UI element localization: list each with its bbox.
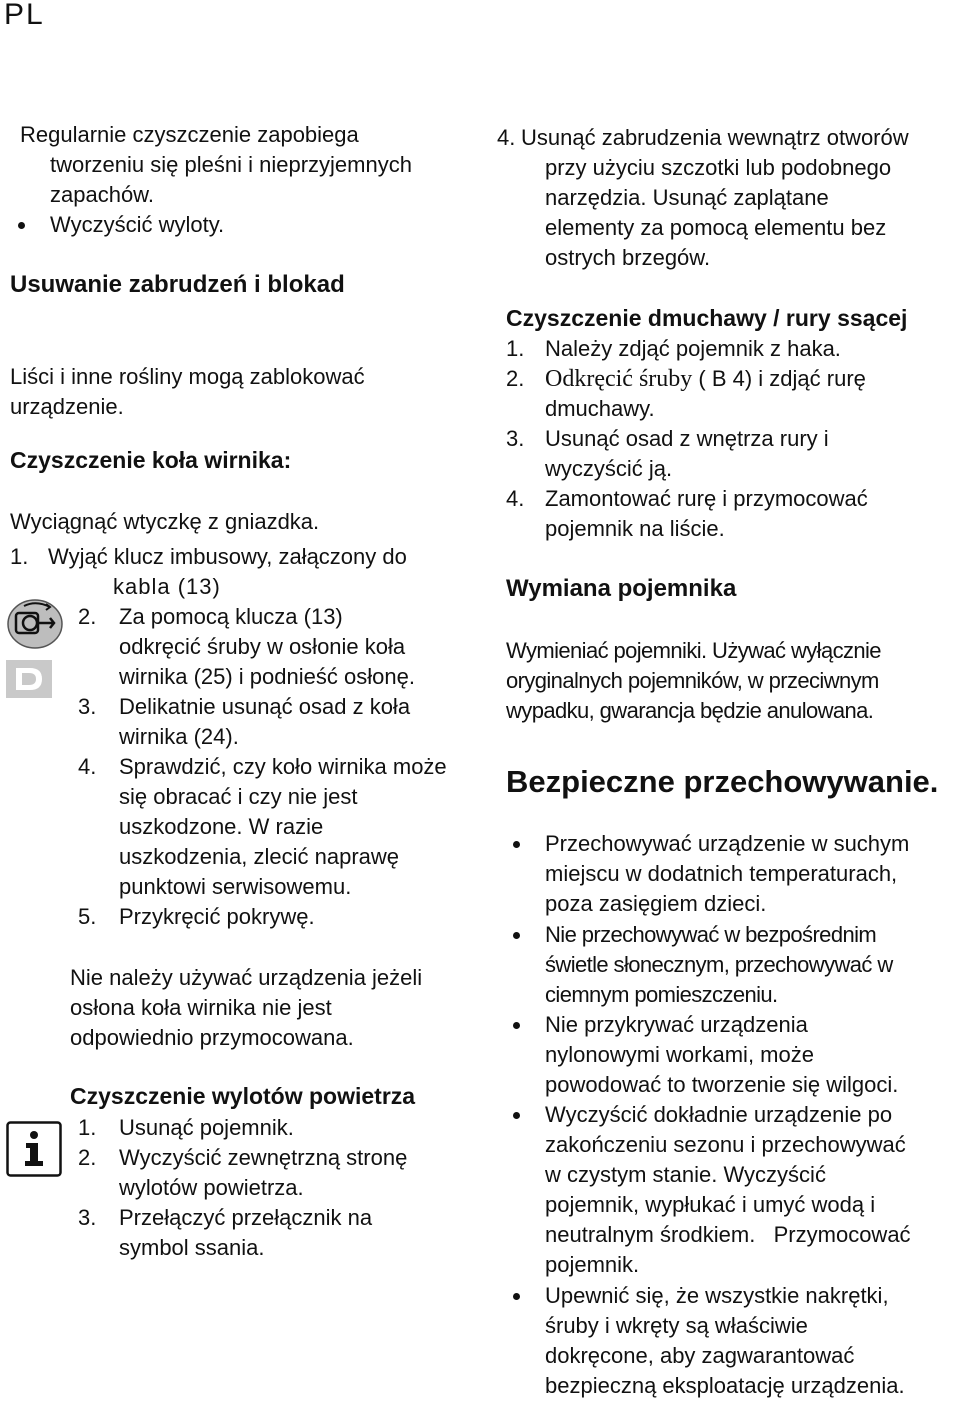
leaves-line-1: Liści i inne rośliny mogą zablokować — [10, 364, 365, 389]
storage-bullet-4-line-3: w czystym stanie. Wyczyścić — [545, 1162, 826, 1187]
outlet-step-4-number: 4. — [497, 125, 516, 150]
air-step-3-line-1: Przełączyć przełącznik na — [119, 1205, 373, 1230]
storage-bullet-3-line-3: powodować to tworzenie się wilgoci. — [545, 1072, 899, 1097]
storage-bullet-5-line-1: Upewnić się, że wszystkie nakrętki, — [545, 1281, 889, 1311]
intro-line-1: Regularnie czyszczenie zapobiega — [20, 122, 359, 147]
heading-safe-storage: Bezpieczne przechowywanie. — [506, 764, 939, 799]
storage-bullet-4-line-6: pojemnik. — [545, 1252, 640, 1277]
step-2-number: 2. — [78, 604, 97, 629]
storage-bullet-4-line-4: pojemnik, wypłukać i umyć wodą i — [545, 1192, 876, 1217]
storage-bullet-4-line-2: zakończeniu sezonu i przechowywać — [545, 1132, 906, 1157]
tube-step-4-line-2: pojemnik na liście. — [545, 516, 725, 541]
heading-blower-tube: Czyszczenie dmuchawy / rury ssącej — [506, 305, 908, 331]
storage-bullet-5-line-2: śruby i wkręty są właściwie — [545, 1313, 808, 1338]
heading-impeller: Czyszczenie koła wirnika: — [10, 447, 292, 473]
storage-bullet-5-line-4: bezpieczną eksploatację urządzenia. — [545, 1373, 905, 1398]
step-5-number: 5. — [78, 904, 97, 929]
storage-bullet-3-line-1: Nie przykrywać urządzenia — [545, 1010, 808, 1040]
warning-line-3: odpowiednio przymocowana. — [70, 1025, 354, 1050]
step-4-line-3: uszkodzone. W razie — [119, 814, 324, 839]
step-4-line-5: punktowi serwisowemu. — [119, 874, 352, 899]
storage-bullet-2-line-2: świetle słonecznym, przechowywać w — [545, 952, 893, 977]
step-1-line-2: kabla (13) — [113, 574, 221, 599]
container-line-2: oryginalnych pojemników, w przeciwnym — [506, 668, 879, 693]
tube-step-3-line-2: wyczyścić ją. — [545, 456, 673, 481]
outlet-step-4-line-3: narzędzia. Usunąć zaplątane — [545, 185, 829, 210]
outlet-step-4-line-2: przy użyciu szczotki lub podobnego — [545, 155, 892, 180]
tube-step-1-line-1: Należy zdjąć pojemnik z haka. — [545, 336, 841, 361]
tube-step-2-line-1 — [545, 364, 866, 394]
tube-step-1-number: 1. — [506, 336, 525, 361]
air-step-2-number: 2. — [78, 1145, 97, 1170]
step-3-number: 3. — [78, 694, 97, 719]
tube-step-2-number: 2. — [506, 366, 525, 391]
storage-bullet-2-line-1: Nie przechowywać w bezpośrednim — [545, 920, 876, 950]
step-4-line-2: się obracać i czy nie jest — [119, 784, 358, 809]
air-step-2-line-1: Wyczyścić zewnętrzną stronę — [119, 1145, 408, 1170]
heading-blockages: Usuwanie zabrudzeń i blokad — [10, 271, 345, 298]
air-step-3-number: 3. — [78, 1205, 97, 1230]
info-icon — [6, 1121, 62, 1177]
storage-bullet-5-line-3: dokręcone, aby zagwarantować — [545, 1343, 855, 1368]
step-1-line-1: Wyjąć klucz imbusowy, załączony do — [48, 544, 407, 569]
storage-bullet-1-line-3: poza zasięgiem dzieci. — [545, 891, 767, 916]
storage-bullet-1-line-1: Przechowywać urządzenie w suchym — [545, 829, 909, 859]
storage-bullet-3-line-2: nylonowymi workami, może — [545, 1042, 814, 1067]
outlet-step-4-line-5: ostrych brzegów. — [545, 245, 711, 270]
bullet-clean-outlets: Wyczyścić wyloty. — [50, 210, 224, 240]
step-3-line-1: Delikatnie usunąć osad z koła — [119, 694, 411, 719]
storage-bullet-2-line-3: ciemnym pomieszczeniu. — [545, 982, 778, 1007]
tube-step-3-line-1: Usunąć osad z wnętrza rury i — [545, 426, 829, 451]
warning-line-2: osłona koła wirnika nie jest — [70, 995, 332, 1020]
step-4-line-4: uszkodzenia, zlecić naprawę — [119, 844, 400, 869]
air-step-3-line-2: symbol ssania. — [119, 1235, 265, 1260]
step-5-line-1: Przykręcić pokrywę. — [119, 904, 315, 929]
tube-step-4-line-1: Zamontować rurę i przymocować — [545, 486, 868, 511]
tube-step-3-number: 3. — [506, 426, 525, 451]
step-1-number: 1. — [10, 544, 29, 569]
intro-line-2: tworzeniu się pleśni i nieprzyjemnych — [50, 152, 412, 177]
tube-step-4-number: 4. — [506, 486, 525, 511]
air-step-1-number: 1. — [78, 1115, 97, 1140]
heading-container-replacement: Wymiana pojemnika — [506, 575, 737, 602]
tube-step-2-serif-text: Odkręcić śruby — [545, 366, 693, 392]
container-line-3: wypadku, gwarancja będzie anulowana. — [506, 698, 874, 723]
wrench-icon — [6, 598, 64, 650]
container-line-1: Wymieniać pojemniki. Używać wyłącznie — [506, 638, 881, 663]
step-4-line-1: Sprawdzić, czy koło wirnika może — [119, 754, 447, 779]
air-step-1-line-1: Usunąć pojemnik. — [119, 1115, 294, 1140]
step-2-line-2: odkręcić śruby w osłonie koła — [119, 634, 406, 659]
air-step-2-line-2: wylotów powietrza. — [119, 1175, 304, 1200]
step-3-line-2: wirnika (24). — [119, 724, 239, 749]
step-2-line-3: wirnika (25) i podnieść osłonę. — [119, 664, 415, 689]
step-2-line-1: Za pomocą klucza (13) — [119, 604, 343, 629]
language-code: PL — [4, 0, 45, 31]
intro-line-3: zapachów. — [50, 182, 154, 207]
step-4-number: 4. — [78, 754, 97, 779]
d-label-icon — [6, 660, 52, 698]
storage-bullet-4-line-1: Wyczyścić dokładnie urządzenie po — [545, 1100, 892, 1130]
storage-bullet-4-line-5: neutralnym środkiem. Przymocować — [545, 1222, 911, 1247]
tube-step-2-line-2: dmuchawy. — [545, 396, 655, 421]
warning-line-1: Nie należy używać urządzenia jeżeli — [70, 965, 423, 990]
storage-bullet-1-line-2: miejscu w dodatnich temperaturach, — [545, 861, 898, 886]
outlet-step-4-line-4: elementy za pomocą elementu bez — [545, 215, 887, 240]
tube-step-2-rest: ( B 4) i zdjąć rurę — [698, 366, 866, 391]
outlet-step-4-line-1: Usunąć zabrudzenia wewnątrz otworów — [521, 125, 909, 150]
leaves-line-2: urządzenie. — [10, 394, 124, 419]
heading-air-outlets: Czyszczenie wylotów powietrza — [70, 1083, 416, 1109]
unplug-instruction: Wyciągnąć wtyczkę z gniazdka. — [10, 509, 320, 534]
